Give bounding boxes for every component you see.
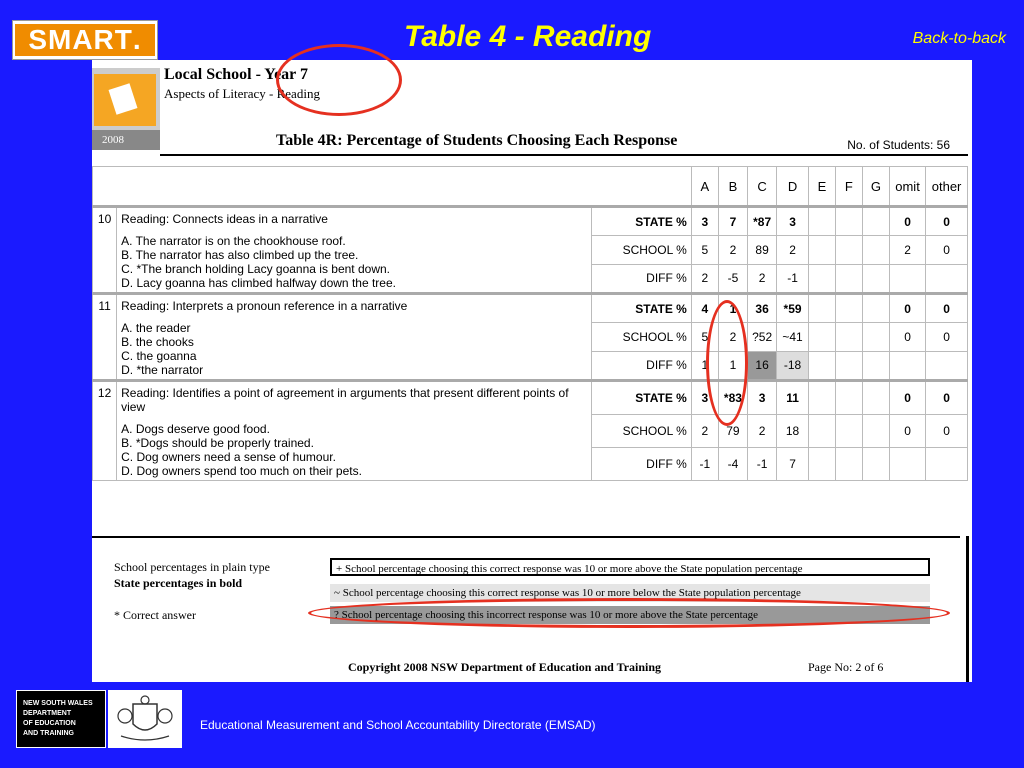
table-cell: 0 <box>926 294 968 323</box>
table-cell <box>889 351 925 381</box>
table-cell: 0 <box>889 207 925 236</box>
table-cell: 5 <box>691 236 718 264</box>
table-cell: 3 <box>691 381 718 415</box>
table-cell <box>862 415 889 448</box>
question-number: 11 <box>93 294 117 381</box>
table-cell: 1 <box>691 351 718 381</box>
table-cell: 0 <box>889 294 925 323</box>
table-cell <box>835 351 862 381</box>
table-cell: 0 <box>926 415 968 448</box>
table-row <box>93 207 968 236</box>
table-cell: 18 <box>777 415 809 448</box>
column-header: B <box>718 167 747 207</box>
table-cell <box>862 448 889 481</box>
table-cell <box>835 264 862 294</box>
table-cell: 2 <box>748 415 777 448</box>
answer-option: D. Lacy goanna has climbed halfway down the tree. <box>121 276 396 290</box>
legend-plain: School percentages in plain type <box>114 560 270 574</box>
row-label: DIFF % <box>592 264 691 294</box>
answer-option: C. the goanna <box>121 349 197 363</box>
table-cell: 2 <box>777 236 809 264</box>
table-cell: 2 <box>748 264 777 294</box>
table-cell <box>835 207 862 236</box>
table-header-row <box>93 167 968 207</box>
table-cell: 1 <box>718 294 747 323</box>
school-heading: Local School - Year 7 <box>164 66 308 83</box>
table-cell <box>926 448 968 481</box>
table-cell: 11 <box>777 381 809 415</box>
table-cell: 79 <box>718 415 747 448</box>
page-edge <box>966 536 969 682</box>
response-table <box>92 166 968 481</box>
table-cell <box>889 448 925 481</box>
table-cell: -4 <box>718 448 747 481</box>
table-cell: 7 <box>718 207 747 236</box>
nsw-dept-logo: NEW SOUTH WALES DEPARTMENT OF EDUCATION AND TRAINING <box>16 690 106 748</box>
table-cell: 3 <box>691 207 718 236</box>
table-cell <box>808 448 835 481</box>
table-cell: 2 <box>889 236 925 264</box>
row-label: SCHOOL % <box>592 323 691 351</box>
coat-of-arms-icon <box>108 690 182 748</box>
back-to-back-label: Back-to-back <box>912 30 1006 47</box>
answer-option: C. *The branch holding Lacy goanna is bent down. <box>121 262 390 276</box>
answer-option: D. *the narrator <box>121 363 204 377</box>
table-cell: -1 <box>691 448 718 481</box>
question-number: 10 <box>93 207 117 294</box>
table-cell <box>926 264 968 294</box>
table-cell: -5 <box>718 264 747 294</box>
answer-option: A. The narrator is on the chookhouse roof. <box>121 234 346 248</box>
legend-tilde: ~ School percentage choosing this correct response was 10 or more below the State population percentage <box>330 584 930 602</box>
column-header: E <box>808 167 835 207</box>
table-cell: 89 <box>748 236 777 264</box>
table-cell <box>808 381 835 415</box>
table-cell: 2 <box>691 415 718 448</box>
table-row <box>93 381 968 415</box>
table-cell <box>808 294 835 323</box>
legend-plus: + School percentage choosing this correct response was 10 or more above the State population percentage <box>330 558 930 576</box>
question-text <box>117 381 592 481</box>
annotation-circle-legend <box>308 598 950 628</box>
table-cell <box>862 236 889 264</box>
answer-option: B. the chooks <box>121 335 194 349</box>
table-cell: 1 <box>718 351 747 381</box>
column-header: G <box>862 167 889 207</box>
row-label: STATE % <box>592 294 691 323</box>
column-header: omit <box>889 167 925 207</box>
table-cell <box>835 381 862 415</box>
annotation-circle-column-c <box>706 300 748 426</box>
table-cell <box>862 323 889 351</box>
table-cell <box>862 264 889 294</box>
table-cell: -1 <box>777 264 809 294</box>
table-cell: 0 <box>889 323 925 351</box>
question-number: 12 <box>93 381 117 481</box>
table-cell: *87 <box>748 207 777 236</box>
footer-text: Educational Measurement and School Accountability Directorate (EMSAD) <box>200 718 596 732</box>
table-cell <box>808 207 835 236</box>
table-cell: 0 <box>926 236 968 264</box>
table-cell <box>835 448 862 481</box>
row-label: DIFF % <box>592 351 691 381</box>
table-cell: 7 <box>777 448 809 481</box>
question-text <box>117 207 592 294</box>
answer-option: A. Dogs deserve good food. <box>121 422 270 436</box>
table-cell: 0 <box>889 381 925 415</box>
table-cell <box>862 381 889 415</box>
table-cell: ?52 <box>748 323 777 351</box>
answer-option: D. Dog owners spend too much on their pets. <box>121 464 362 478</box>
table-cell <box>862 351 889 381</box>
copyright: Copyright 2008 NSW Department of Education and Training <box>348 660 662 674</box>
table-cell <box>835 415 862 448</box>
table-cell: 0 <box>889 415 925 448</box>
table-cell <box>808 351 835 381</box>
slide-title: Table 4 - Reading <box>404 20 652 53</box>
table-cell <box>808 415 835 448</box>
row-label: STATE % <box>592 207 691 236</box>
table-cell: 3 <box>777 207 809 236</box>
column-header: D <box>777 167 809 207</box>
column-header: C <box>748 167 777 207</box>
answer-option: A. the reader <box>121 321 191 335</box>
table-cell: 2 <box>718 323 747 351</box>
report-year: 2008 <box>92 130 160 150</box>
table-cell: -18 <box>777 351 809 381</box>
column-header: F <box>835 167 862 207</box>
table-cell <box>862 207 889 236</box>
table-cell <box>808 236 835 264</box>
table-cell: 4 <box>691 294 718 323</box>
table-cell <box>835 236 862 264</box>
table-cell <box>835 323 862 351</box>
table-cell <box>862 294 889 323</box>
table-cell: *59 <box>777 294 809 323</box>
table-cell: 2 <box>691 264 718 294</box>
table-cell <box>889 264 925 294</box>
page-number: Page No: 2 of 6 <box>808 660 884 674</box>
table-cell: -1 <box>748 448 777 481</box>
legend-correct: * Correct answer <box>114 608 196 622</box>
row-label: DIFF % <box>592 448 691 481</box>
table-cell: 0 <box>926 207 968 236</box>
table-cell: 36 <box>748 294 777 323</box>
logo-text: SMART <box>28 24 133 55</box>
legend-question: ? School percentage choosing this incorrect response was 10 or more above the State percentage <box>330 606 930 624</box>
table-cell: 16 <box>748 351 777 381</box>
column-header: A <box>691 167 718 207</box>
table-cell: 0 <box>926 323 968 351</box>
table-cell: *83 <box>718 381 747 415</box>
answer-option: C. Dog owners need a sense of humour. <box>121 450 336 464</box>
table-cell: 3 <box>748 381 777 415</box>
row-label: SCHOOL % <box>592 236 691 264</box>
report-page <box>92 60 972 682</box>
question-text <box>117 294 592 381</box>
subject-heading: Aspects of Literacy - Reading <box>164 86 320 101</box>
row-label: SCHOOL % <box>592 415 691 448</box>
table-cell: 5 <box>691 323 718 351</box>
legend-bold: State percentages in bold <box>114 576 243 590</box>
table-cell: ~41 <box>777 323 809 351</box>
row-label: STATE % <box>592 381 691 415</box>
column-header: other <box>926 167 968 207</box>
table-cell: 0 <box>926 381 968 415</box>
table-cell: 2 <box>718 236 747 264</box>
smart-logo <box>12 20 158 60</box>
question-stem: Reading: Interprets a pronoun reference in a narrative <box>121 299 408 313</box>
logo-dot: . <box>132 24 142 55</box>
student-count: No. of Students: 56 <box>847 138 950 152</box>
table-row <box>93 294 968 323</box>
answer-option: B. *Dogs should be properly trained. <box>121 436 314 450</box>
question-stem: Reading: Connects ideas in a narrative <box>121 212 328 226</box>
answer-option: B. The narrator has also climbed up the tree. <box>121 248 359 262</box>
table-cell <box>835 294 862 323</box>
header-rule <box>160 154 968 156</box>
table-cell <box>808 323 835 351</box>
table-cell <box>808 264 835 294</box>
annotation-circle-heading <box>276 44 402 116</box>
question-stem: Reading: Identifies a point of agreement in arguments that present different points of view <box>121 386 569 414</box>
table-title: Table 4R: Percentage of Students Choosing Each Response <box>276 132 678 149</box>
report-icon <box>92 68 160 150</box>
table-cell <box>926 351 968 381</box>
